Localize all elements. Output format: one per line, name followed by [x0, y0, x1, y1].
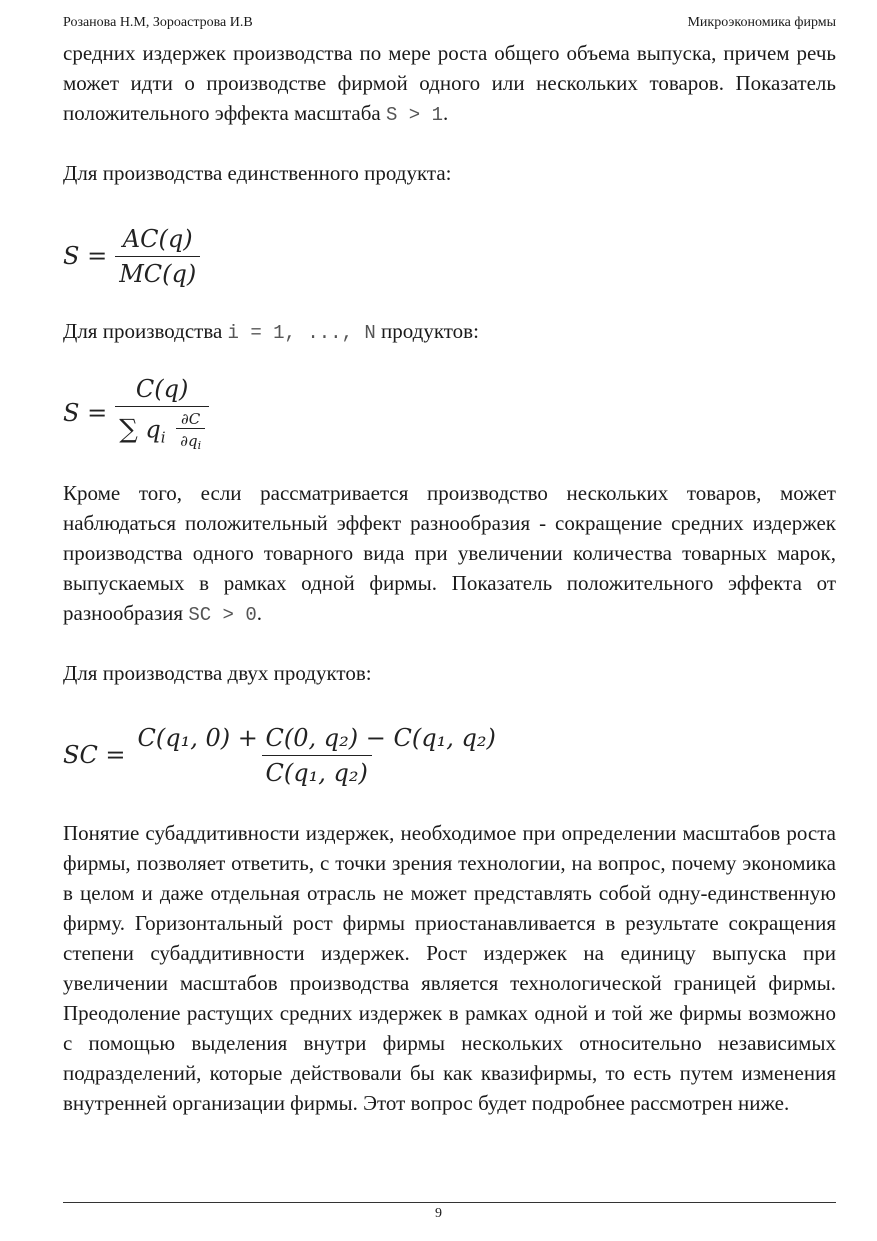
paragraph-single-product: Для производства единственного продукта:	[63, 161, 452, 185]
header-book-title: Микроэкономика фирмы	[687, 15, 836, 30]
page-number: 9	[435, 1206, 442, 1221]
inline-code-sc-gt-0: SC > 0	[188, 604, 257, 626]
inline-code-s-gt-1: S > 1	[386, 104, 444, 126]
paragraph-scale-effect: средних издержек производства по мере роста общего объема выпуска, причем речь может идти о производстве фирмой одного или нескольких товаров. Показатель положительного эффекта масштаба S > 1.	[63, 41, 836, 126]
paragraph-variety-effect: Кроме того, если рассматривается производство нескольких товаров, может наблюдаться положительный эффект разнообразия - сокращение средних издержек производства одного товарного вида при увеличении количества товарных марок, выпускаемых в рамках одной фирмы. Показатель положительного эффекта от разнообразия SC > 0.	[63, 481, 836, 626]
inline-code-i-range: i = 1, ..., N	[227, 322, 376, 344]
formula-single-product: S = $\frac{AC(q)}{MC(q)}$	[63, 214, 836, 298]
formula-n-products: S = C(q) ∑ $q_i$ $\frac{\partial C}{\partial q_i}$	[63, 368, 836, 458]
formula-two-products: SC = $\frac{\text{C(q₁, 0) + C(0, q₂) − C(q₁, q₂)}}{\text{C(q₁, q₂)}}$	[63, 723, 496, 787]
paragraph-subadditivity: Понятие субаддитивности издержек, необходимое при определении масштабов роста фирмы, позволяет ответить, с точки зрения технологии, на вопрос, почему экономика в целом и даже отдельная отрасль не может представлять собой одну-единственную фирму. Горизонтальный рост фирмы приостанавливается в результате сокращения степени субаддитивности издержек. Рост издержек на единицу выпуска при увеличении масштабов производства является технологической границей фирмы. Преодоление растущих средних издержек в рамках одной и той же фирмы возможно с помощью выделения внутри фирмы нескольких относительно независимых подразделений, которые действовали бы как квазифирмы, то есть путем изменения внутренней организации фирмы. Этот вопрос будет подробнее рассмотрен ниже.	[63, 821, 836, 1115]
paragraph-n-products: Для производства i = 1, ..., N продуктов:	[63, 319, 479, 344]
running-header	[63, 15, 836, 31]
header-authors: Розанова Н.М, Зороастрова И.В	[63, 15, 253, 30]
footer-divider	[63, 1202, 836, 1203]
page-content	[63, 38, 836, 1118]
paragraph-two-products: Для производства двух продуктов:	[63, 661, 372, 685]
